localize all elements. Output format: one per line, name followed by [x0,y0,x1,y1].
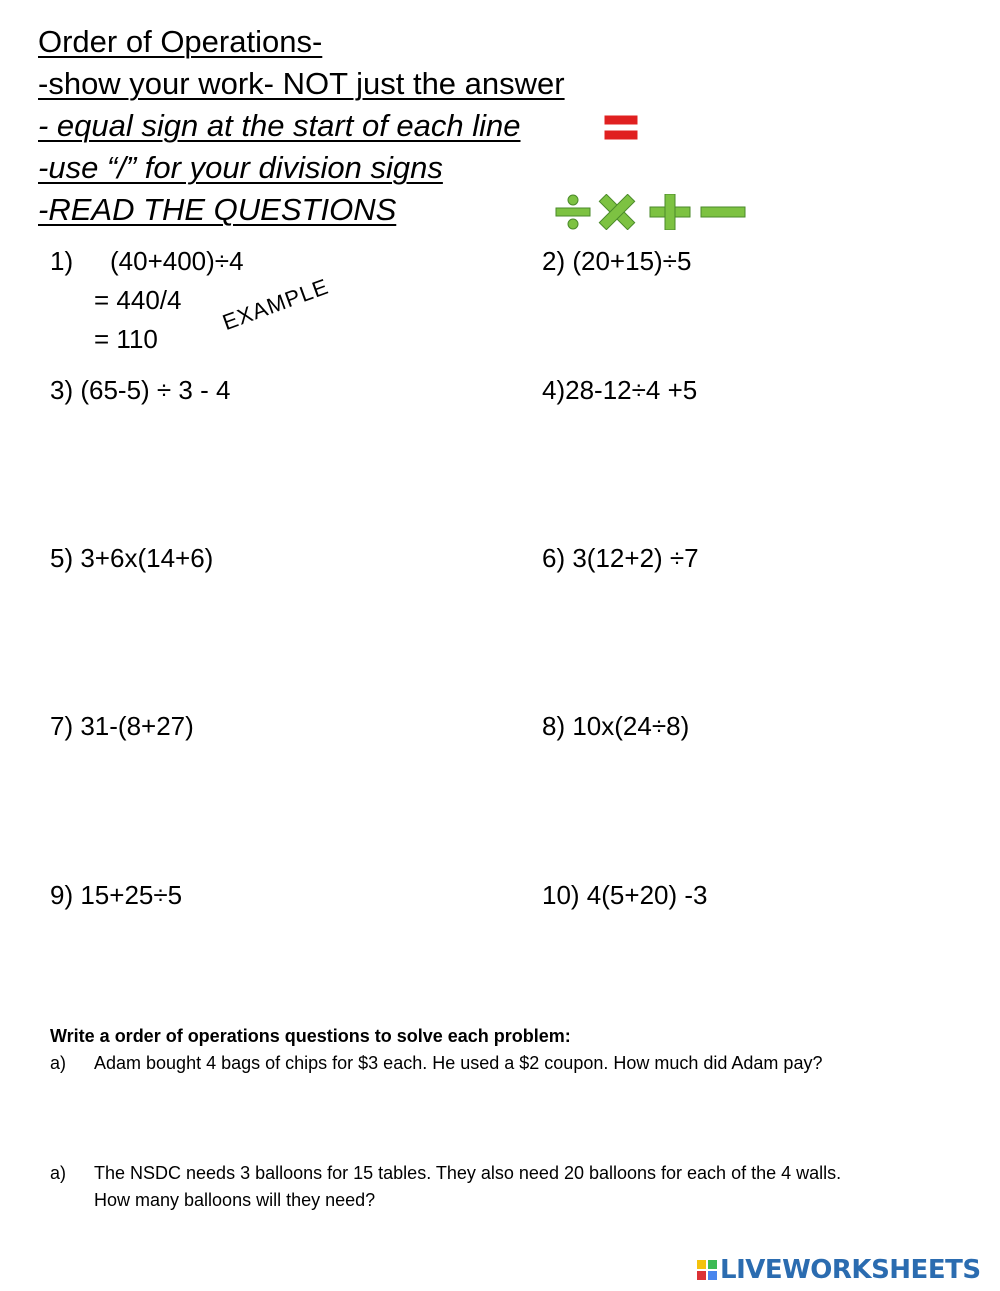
example-step-2: = 110 [94,324,158,354]
example-number: 1) [50,246,74,276]
question-4: 4)28-12÷4 +5 [542,375,698,405]
minus-icon [701,207,745,217]
instruction-division: -use “/” for your division signs [38,150,443,185]
question-6: 6) 3(12+2) ÷7 [542,543,699,573]
divide-icon [556,195,590,229]
word-problem-marker: a) [50,1163,67,1183]
plus-icon [650,194,690,230]
word-problem-text-line-2: How many balloons will they need? [94,1190,376,1210]
question-8: 8) 10x(24÷8) [542,711,690,741]
question-10: 10) 4(5+20) -3 [542,880,708,910]
instruction-show-work: -show your work- NOT just the answer [38,66,565,101]
operator-icons [555,194,747,230]
logo-text: LIVEWORKSHEETS [720,1255,981,1285]
word-problem-text-line-1: The NSDC needs 3 balloons for 15 tables. They also need 20 balloons for each of the 4 walls. [94,1163,842,1183]
example-label: EXAMPLE [219,273,332,336]
example-step-1: = 440/4 [94,285,182,315]
word-problem-text: Adam bought 4 bags of chips for $3 each. He used a $2 coupon. How much did Adam pay? [94,1053,823,1073]
example-expression: (40+400)÷4 [110,246,244,276]
word-problems-heading: Write a order of operations questions to solve each problem: [50,1026,571,1046]
page-title: Order of Operations- [38,24,323,59]
logo-squares-icon [697,1260,717,1280]
question-3: 3) (65-5) ÷ 3 - 4 [50,375,231,405]
equals-icon [603,113,639,143]
question-7: 7) 31-(8+27) [50,711,194,741]
question-9: 9) 15+25÷5 [50,880,183,910]
instruction-equal-sign: - equal sign at the start of each line [38,108,521,143]
liveworksheets-logo [697,1255,981,1285]
multiply-icon [589,194,646,230]
word-problem-marker: a) [50,1053,67,1073]
question-5: 5) 3+6x(14+6) [50,543,214,573]
question-2: 2) (20+15)÷5 [542,246,692,276]
instruction-read: -READ THE QUESTIONS [38,192,397,227]
